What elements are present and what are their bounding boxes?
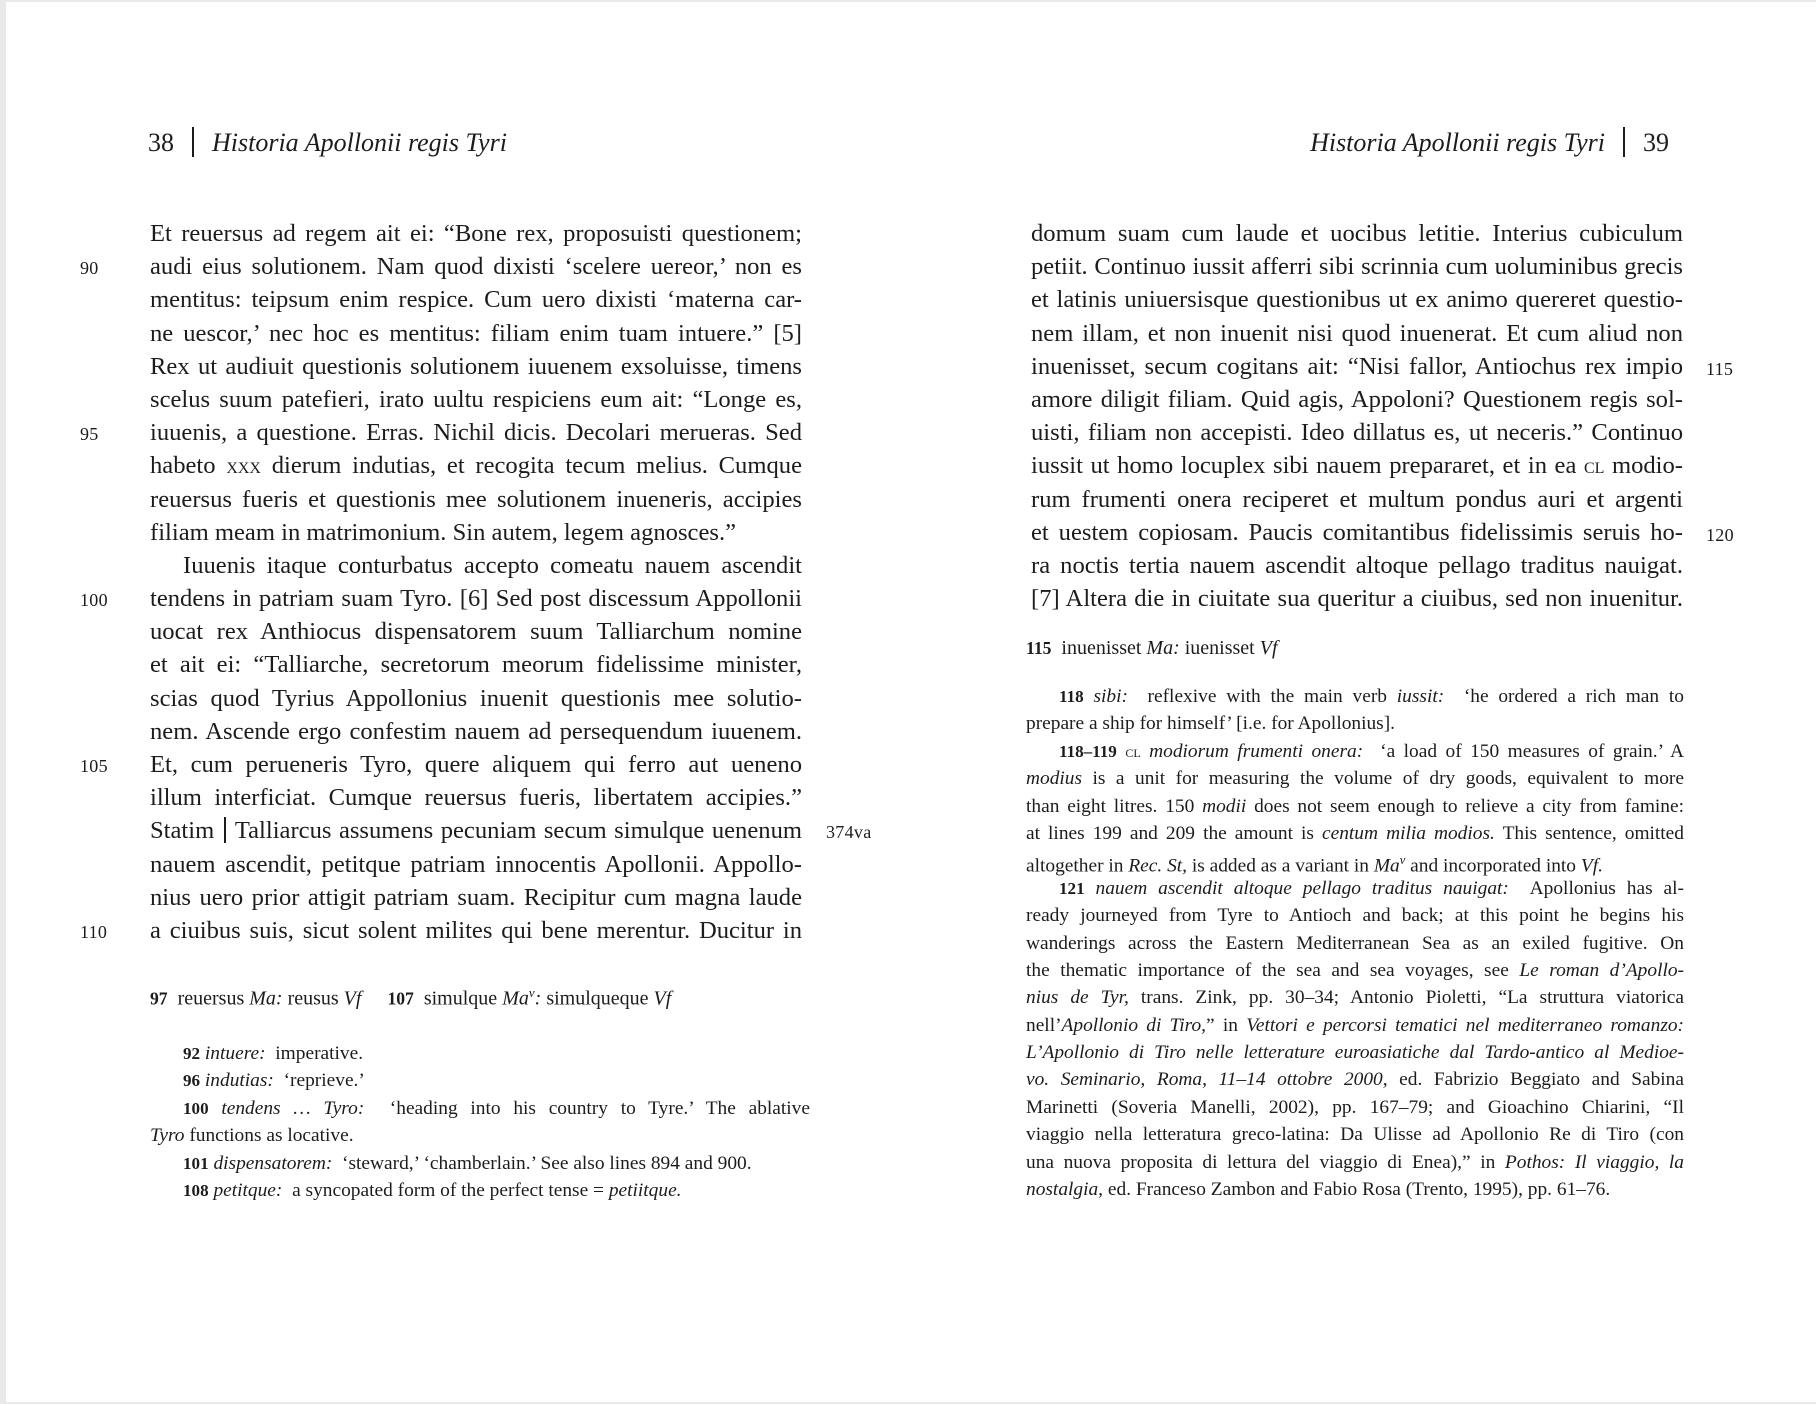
commentary-notes <box>1026 683 1684 1203</box>
running-title: Historia Apollonii regis Tyri <box>1310 128 1605 157</box>
line-number: 90 <box>80 258 99 279</box>
text-line: uocat rex Anthiocus dispensatorem suum Talliarchum nomine <box>150 618 802 646</box>
text-line: et latinis uniuersisque questionibus ut ex animo quereret questio- <box>1031 286 1683 314</box>
note-continuation: altogether in Rec. St, is added as a variant in Ma$^v$ and incorporated into Vf. <box>1026 853 1603 877</box>
note-continuation: viaggio nella letteratura greco-latina: Da Ulisse ad Apollonio Re di Tiro (con <box>1026 1124 1684 1146</box>
text-line: ra noctis tertia nauem ascendit altoque pellago traditus nauigat. <box>1031 551 1683 579</box>
note: 92 intuere: imperative. <box>183 1043 364 1064</box>
page-number: 38 <box>148 128 174 157</box>
note-continuation: una nuova proposita di lettura del viaggio di Enea),” in Pothos: Il viaggio, la <box>1026 1151 1684 1173</box>
note: 100 tendens … Tyro: ‘heading into his country to Tyre.’ The ablative <box>183 1097 810 1119</box>
text-line: et uestem copiosam. Paucis comitantibus fidelissimis seruis ho- 120 <box>1031 516 1683 549</box>
line-number: 110 <box>80 921 108 942</box>
left-main-text <box>80 217 872 947</box>
note-continuation: the thematic importance of the sea and sea voyages, see Le roman d’Apollo- <box>1026 959 1684 981</box>
note-continuation: Tyro functions as locative. <box>150 1125 354 1147</box>
text-line: nem illam, et non inuenit nisi quod inuenerat. Et cum aliud non <box>1031 319 1683 347</box>
text-line: amore diligit filiam. Quid agis, Appoloni? Questionem regis sol- <box>1031 385 1683 413</box>
text-line: illum interficiat. Cumque reuersus fueris, libertatem accipies.” <box>150 784 802 812</box>
text-line: uisti, filiam non accepisti. Ideo dillatus es, ut neceris.” Continuo <box>1031 419 1683 447</box>
text-line: 95 iuuenis, a questione. Erras. Nichil dicis. Decolari merueras. Sed <box>150 416 802 449</box>
note-continuation: nostalgia, ed. Franceso Zambon and Fabio Rosa (Trento, 1995), pp. 61–76. <box>1026 1179 1611 1201</box>
note: 121 nauem ascendit altoque pellago traditus nauigat: Apollonius has al- <box>1059 877 1684 899</box>
text-line: 100 tendens in patriam suam Tyro. [6] Sed post discessum Appollonii <box>150 582 802 615</box>
text-line: petiit. Continuo iussit afferri sibi scrinnia cum uoluminibus grecis <box>1031 253 1683 281</box>
text-line: scelus suum patefieri, irato uultu respiciens eum ait: “Longe es, <box>150 385 802 413</box>
header-separator <box>1623 127 1625 157</box>
running-title: Historia Apollonii regis Tyri <box>212 128 507 157</box>
text-line: Iuuenis itaque conturbatus accepto comeatu nauem ascendit <box>183 551 802 579</box>
text-line: iussit ut homo locuplex sibi nauem prepararet, et in ea cl modio- <box>1031 452 1683 480</box>
line-number: 100 <box>80 590 108 611</box>
roman-numeral: cl <box>1583 453 1605 479</box>
right-running-head <box>1310 127 1669 158</box>
note: 108 petitque: a syncopated form of the perfect tense = petiitque. <box>183 1179 682 1201</box>
note-continuation: prepare a ship for himself’ [i.e. for Apollonius]. <box>1026 713 1396 735</box>
line-number: 120 <box>1706 524 1734 545</box>
line-number: 105 <box>80 756 108 776</box>
text-line: domum suam cum laude et uocibus letitie. Interius cubiculum <box>1031 220 1683 247</box>
text-line: 105 Et, cum perueneris Tyro, quere aliquem qui ferro aut ueneno <box>150 748 802 781</box>
text-line: nem. Ascende ergo confestim nauem ad persequendum iuuenem. <box>150 717 802 745</box>
note-continuation: nell’Apollonio di Tiro,” in Vettori e percorsi tematici nel mediterraneo romanzo: <box>1026 1014 1685 1036</box>
note-continuation: Marinetti (Soveria Manelli, 2002), pp. 167–79; and Gioachino Chiarini, “Il <box>1026 1096 1684 1118</box>
text-line: Et reuersus ad regem ait ei: “Bone rex, proposuisti questionem; <box>150 220 802 247</box>
note: 101 dispensatorem: ‘steward,’ ‘chamberlain.’ See also lines 894 and 900. <box>183 1152 752 1174</box>
line-number: 95 <box>80 424 99 445</box>
note: 96 indutias: ‘reprieve.’ <box>183 1070 365 1092</box>
note-continuation: modius is a unit for measuring the volume of dry goods, equivalent to more <box>1026 768 1684 790</box>
text-line: filiam meam in matrimonium. Sin autem, legem agnosces.” <box>150 518 737 546</box>
text-line: mentitus: teipsum enim respice. Cum uero dixisti ‘materna car- <box>150 286 802 314</box>
text-line: Statim Talliarcus assumens pecuniam secum simulque uenenum 374va <box>150 814 802 847</box>
text-line: 90 audi eius solutionem. Nam quod dixisti ‘scelere uereor,’ non es <box>150 250 802 283</box>
commentary-notes <box>150 1040 810 1204</box>
book-spread <box>6 2 1816 1402</box>
text-line: rum frumenti onera reciperet et multum pondus auri et argenti <box>1031 485 1683 513</box>
left-running-head <box>148 127 507 158</box>
text-line: et ait ei: “Talliarche, secretorum meorum fidelissime minister, <box>150 651 802 679</box>
text-line: nius uero prior attigit patriam suam. Recipitur cum magna laude <box>150 883 802 911</box>
note-continuation: L’Apollonio di Tiro nelle letterature euroasiatiche dal Tardo-antico al Medioe- <box>1026 1042 1684 1064</box>
text-line: [7] Altera die in ciuitate sua queritur a ciuibus, sed non inuenitur. <box>1031 585 1683 613</box>
note: 118 sibi: reflexive with the main verb iussit: ‘he ordered a rich man to <box>1059 686 1684 707</box>
roman-numeral: xxx <box>226 453 261 479</box>
right-page <box>911 2 1816 1402</box>
note: 118–119 cl modiorum frumenti onera: ‘a load of 150 measures of grain.’ A <box>1059 740 1684 762</box>
right-main-text <box>1031 217 1734 615</box>
note-continuation: nius de Tyr, trans. Zink, pp. 30–34; Antonio Pioletti, “La struttura viatorica <box>1026 987 1685 1009</box>
critical-apparatus: 115 inuenisset Ma: iuenisset Vf <box>1026 637 1278 659</box>
critical-apparatus: 97 reuersus Ma: reusus Vf 107 simulque Ma$^v$: simulqueque Vf <box>150 985 672 1010</box>
text-line: ne uescor,’ nec hoc es mentitus: filiam enim tuam intuere.” [5] <box>150 319 802 347</box>
text-line: reuersus fueris et questionis mee solutionem inueneris, accipies <box>150 485 802 513</box>
left-page <box>6 2 911 1402</box>
text-line: scias quod Tyrius Appollonius inuenit questionis mee solutio- <box>150 684 802 712</box>
note-continuation: wanderings across the Eastern Mediterranean Sea as an exiled fugitive. On <box>1026 932 1684 954</box>
note-continuation: vo. Seminario, Roma, 11–14 ottobre 2000, ed. Fabrizio Beggiato and Sabina <box>1026 1069 1684 1091</box>
note-continuation: than eight litres. 150 modii does not seem enough to relieve a city from famine: <box>1026 795 1684 817</box>
text-line: inuenisset, secum cogitans ait: “Nisi fallor, Antiochus rex impio 115 <box>1031 350 1683 383</box>
text-line: Rex ut audiuit questionis solutionem iuuenem exsoluisse, timens <box>150 352 802 380</box>
header-separator <box>192 127 194 157</box>
line-number: 115 <box>1706 358 1734 379</box>
page-number: 39 <box>1643 128 1669 157</box>
note-continuation: at lines 199 and 209 the amount is centum milia modios. This sentence, omitted <box>1026 822 1684 844</box>
folio-break-mark <box>224 817 226 843</box>
text-line: habeto xxx dierum indutias, et recogita tecum melius. Cumque <box>150 452 802 480</box>
text-line: nauem ascendit, petitque patriam innocentis Apollonii. Appollo- <box>150 850 802 878</box>
text-line: 110 a ciuibus suis, sicut solent milites qui bene merentur. Ducitur in <box>150 914 802 947</box>
note-continuation: ready journeyed from Tyre to Antioch and back; at this point he begins his <box>1026 905 1684 927</box>
folio-marker: 374va <box>826 822 872 843</box>
